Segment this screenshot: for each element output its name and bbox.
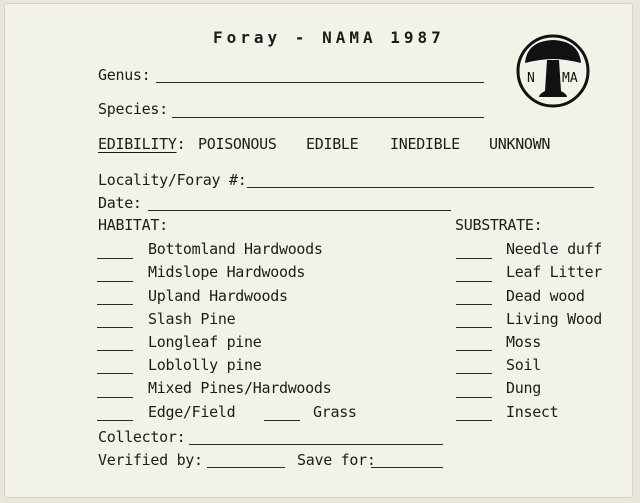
substrate-item: Needle duff [506, 240, 603, 258]
substrate-checkbox[interactable] [456, 327, 492, 328]
habitat-item: Bottomland Hardwoods [148, 240, 323, 258]
habitat-checkbox[interactable] [97, 373, 133, 374]
edibility-option-edible[interactable]: EDIBLE [306, 135, 359, 153]
habitat-item: Edge/Field [148, 403, 236, 421]
habitat-item: Loblolly pine [148, 356, 262, 374]
substrate-item: Dung [506, 379, 541, 397]
species-label: Species: [98, 100, 168, 118]
substrate-item: Soil [506, 356, 541, 374]
substrate-item: Leaf Litter [506, 263, 603, 281]
substrate-checkbox[interactable] [456, 397, 492, 398]
nama-logo-icon [515, 33, 591, 109]
substrate-checkbox[interactable] [456, 420, 492, 421]
substrate-checkbox[interactable] [456, 258, 492, 259]
edibility-option-unknown[interactable]: UNKNOWN [489, 135, 551, 153]
locality-field[interactable] [247, 187, 594, 188]
form-title: Foray - NAMA 1987 [213, 28, 445, 47]
substrate-item: Insect [506, 403, 559, 421]
date-field[interactable] [148, 210, 451, 211]
substrate-checkbox[interactable] [456, 373, 492, 374]
substrate-item: Moss [506, 333, 541, 351]
edibility-option-poisonous[interactable]: POISONOUS [198, 135, 277, 153]
collector-label: Collector: [98, 428, 186, 446]
habitat-item: Grass [313, 403, 357, 421]
habitat-item: Upland Hardwoods [148, 287, 288, 305]
substrate-checkbox[interactable] [456, 350, 492, 351]
substrate-item: Dead wood [506, 287, 585, 305]
habitat-item: Longleaf pine [148, 333, 262, 351]
species-field[interactable] [172, 117, 484, 118]
save-for-field[interactable] [371, 467, 443, 468]
substrate-item: Living Wood [506, 310, 603, 328]
habitat-checkbox[interactable] [97, 258, 133, 259]
habitat-checkbox[interactable] [97, 420, 133, 421]
genus-field[interactable] [156, 82, 484, 83]
habitat-checkbox[interactable] [97, 397, 133, 398]
edibility-heading: EDIBILITY: [98, 135, 186, 153]
verified-by-field[interactable] [207, 467, 285, 468]
habitat-item: Slash Pine [148, 310, 236, 328]
collector-field[interactable] [189, 444, 443, 445]
habitat-item: Midslope Hardwoods [148, 263, 306, 281]
verified-by-label: Verified by: [98, 451, 203, 469]
habitat-checkbox[interactable] [97, 281, 133, 282]
substrate-checkbox[interactable] [456, 304, 492, 305]
habitat-checkbox[interactable] [97, 304, 133, 305]
logo-letter-left: N [527, 71, 535, 86]
edibility-label: EDIBILITY [98, 135, 177, 153]
logo-letters-right: MA [562, 71, 578, 86]
foray-card [5, 4, 632, 497]
locality-label: Locality/Foray #: [98, 171, 247, 189]
date-label: Date: [98, 194, 142, 212]
substrate-label: SUBSTRATE: [455, 216, 543, 234]
habitat-item: Mixed Pines/Hardwoods [148, 379, 332, 397]
habitat-checkbox[interactable] [264, 420, 300, 421]
substrate-checkbox[interactable] [456, 281, 492, 282]
genus-label: Genus: [98, 66, 151, 84]
habitat-checkbox[interactable] [97, 350, 133, 351]
habitat-checkbox[interactable] [97, 327, 133, 328]
save-for-label: Save for: [297, 451, 376, 469]
habitat-label: HABITAT: [98, 216, 168, 234]
edibility-option-inedible[interactable]: INEDIBLE [390, 135, 460, 153]
